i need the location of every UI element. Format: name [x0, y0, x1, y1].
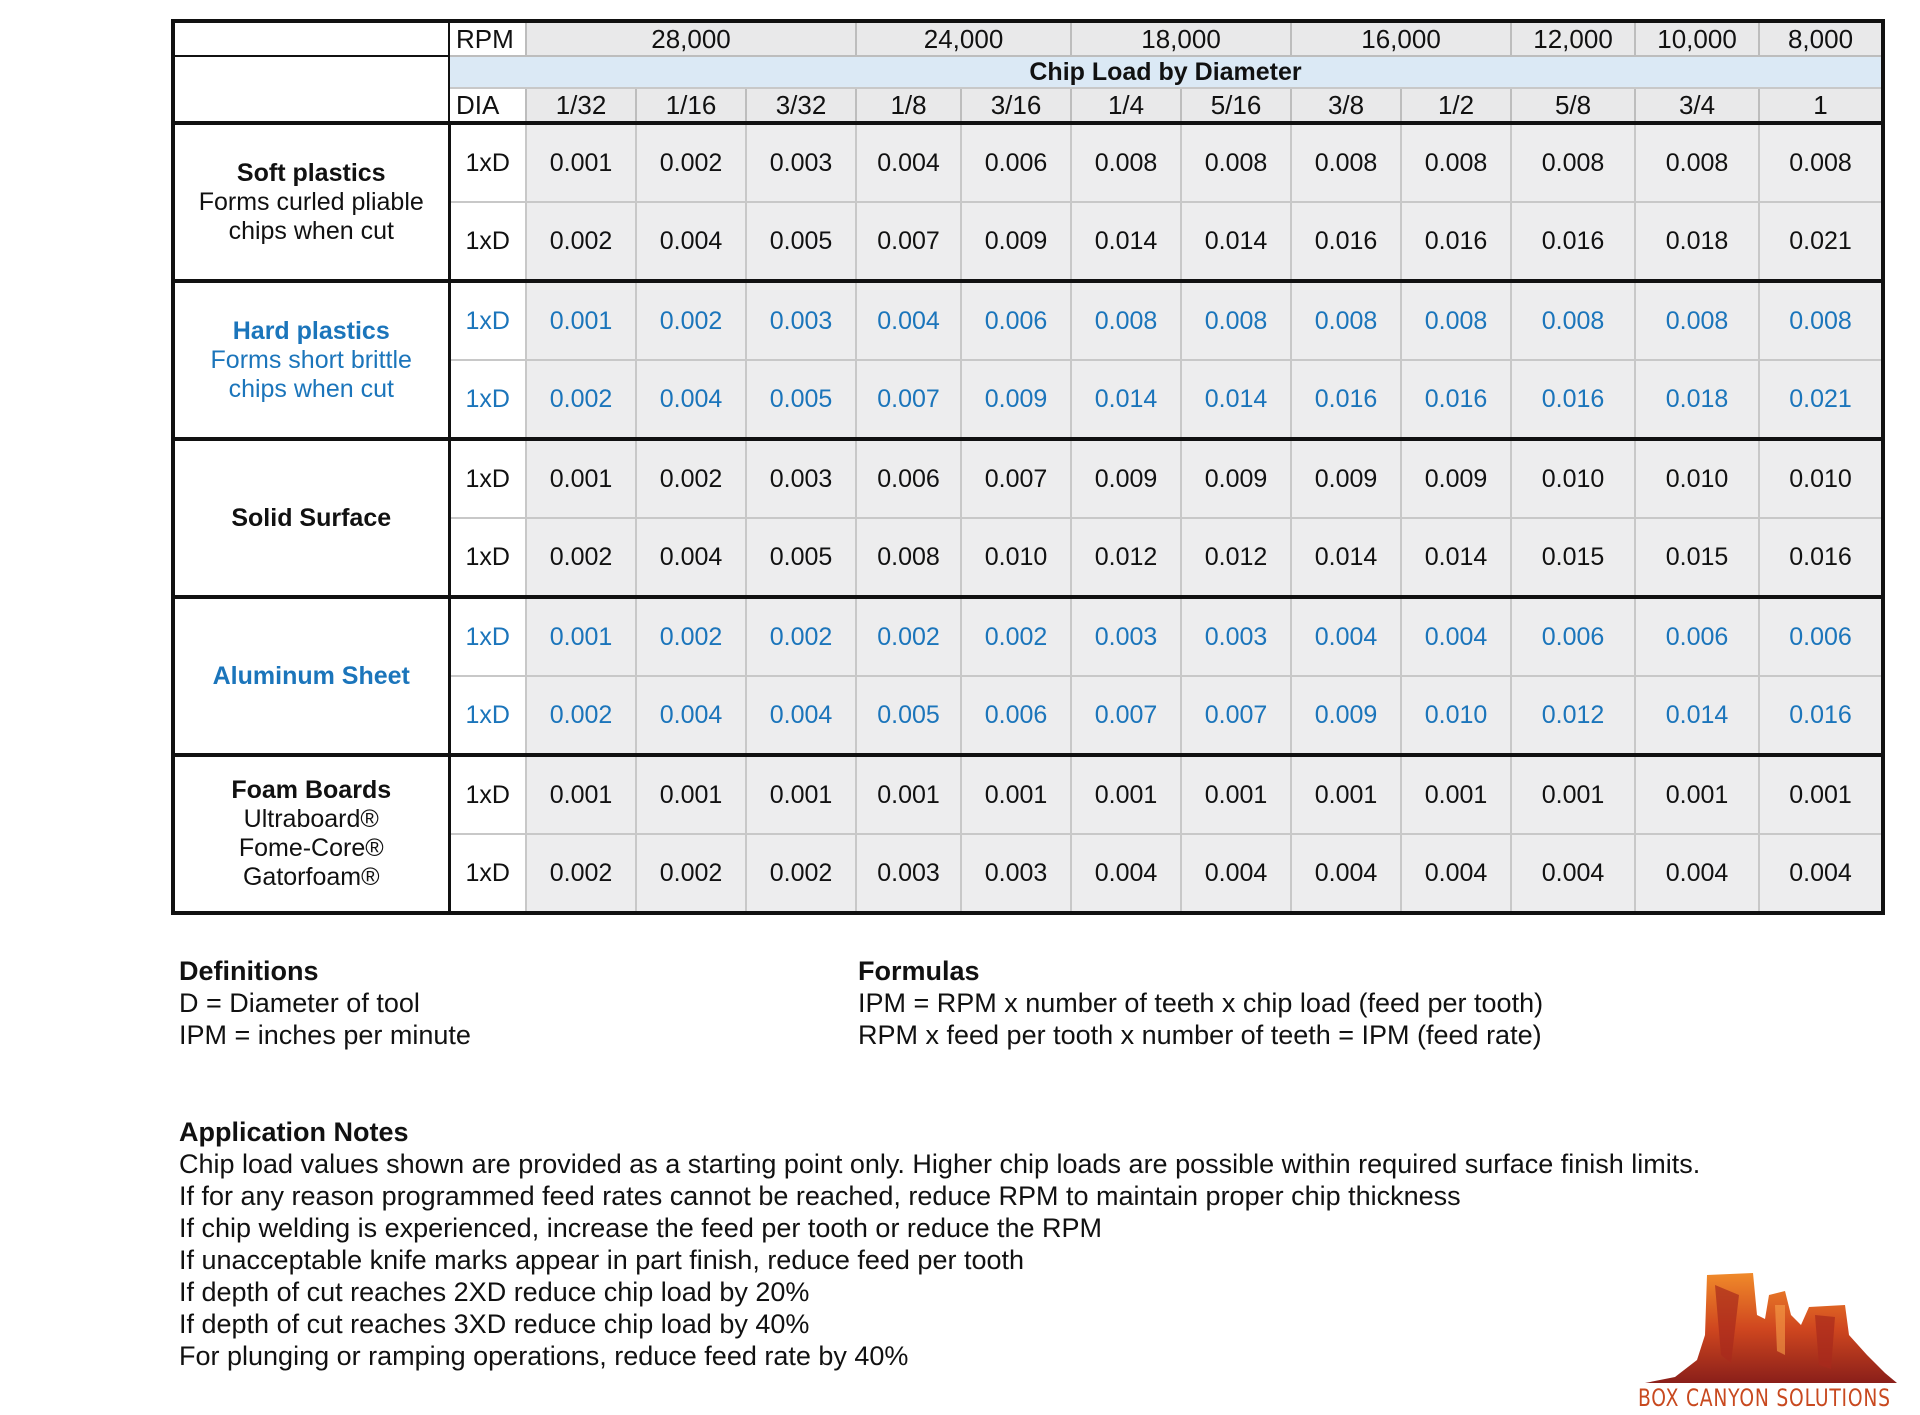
rpm-value: 28,000 — [526, 21, 856, 56]
chip-load-value: 0.004 — [1291, 597, 1401, 676]
chip-load-value: 0.002 — [526, 202, 636, 281]
chip-load-value: 0.008 — [1291, 123, 1401, 202]
chip-load-value: 0.008 — [1071, 123, 1181, 202]
chip-load-value: 0.003 — [746, 281, 856, 360]
note-line: For plunging or ramping operations, reduce feed rate by 40% — [179, 1341, 909, 1371]
rpm-row — [173, 21, 1883, 56]
chip-load-value: 0.004 — [856, 123, 961, 202]
chip-load-value: 0.016 — [1401, 202, 1511, 281]
depth-cell: 1xD — [449, 123, 526, 202]
chip-load-value: 0.009 — [1071, 439, 1181, 518]
chip-load-value: 0.009 — [961, 360, 1071, 439]
material-label — [173, 439, 449, 597]
chip-load-value: 0.008 — [1071, 281, 1181, 360]
chip-load-value: 0.006 — [856, 439, 961, 518]
diameter-header: 1/32 — [526, 88, 636, 123]
material-name: Soft plastics — [236, 158, 386, 187]
diameter-header: 1/16 — [636, 88, 746, 123]
chip-load-value: 0.001 — [526, 439, 636, 518]
chip-load-value: 0.009 — [961, 202, 1071, 281]
chip-load-value: 0.001 — [526, 755, 636, 834]
rpm-value: 10,000 — [1635, 21, 1759, 56]
material-label — [173, 281, 449, 439]
chip-load-value: 0.005 — [856, 676, 961, 755]
chip-load-value: 0.007 — [1071, 676, 1181, 755]
material-name: Aluminum Sheet — [212, 661, 410, 690]
depth-cell: 1xD — [449, 676, 526, 755]
chip-load-value: 0.016 — [1291, 360, 1401, 439]
chip-load-value: 0.001 — [636, 755, 746, 834]
chip-load-value: 0.014 — [1401, 518, 1511, 597]
depth-cell: 1xD — [449, 834, 526, 913]
chip-load-value: 0.004 — [636, 518, 746, 597]
chip-load-table — [171, 19, 1885, 915]
chip-load-value: 0.006 — [961, 676, 1071, 755]
chip-load-value: 0.002 — [526, 834, 636, 913]
chip-load-value: 0.002 — [746, 597, 856, 676]
chip-load-value: 0.004 — [1759, 834, 1883, 913]
chip-load-banner: Chip Load by Diameter — [449, 56, 1883, 88]
chip-load-value: 0.012 — [1511, 676, 1635, 755]
material-row — [173, 439, 1883, 518]
chip-load-value: 0.008 — [856, 518, 961, 597]
chip-load-value: 0.002 — [526, 360, 636, 439]
chip-load-value: 0.002 — [636, 281, 746, 360]
material-description: Gatorfoam® — [242, 863, 380, 891]
chip-load-value: 0.007 — [961, 439, 1071, 518]
chip-load-value: 0.001 — [1181, 755, 1291, 834]
chip-load-value: 0.001 — [526, 597, 636, 676]
material-label — [173, 123, 449, 281]
material-description: Forms curled pliable — [198, 187, 424, 216]
chip-load-value: 0.008 — [1635, 281, 1759, 360]
chip-load-value: 0.002 — [526, 518, 636, 597]
note-line: If depth of cut reaches 3XD reduce chip load by 40% — [179, 1309, 810, 1339]
chip-load-value: 0.014 — [1291, 518, 1401, 597]
chip-load-value: 0.014 — [1181, 360, 1291, 439]
depth-cell: 1xD — [449, 597, 526, 676]
chip-load-value: 0.003 — [1181, 597, 1291, 676]
material-description: chips when cut — [228, 374, 394, 403]
chip-load-value: 0.018 — [1635, 202, 1759, 281]
material-description: chips when cut — [228, 216, 394, 245]
note-line: If for any reason programmed feed rates cannot be reached, reduce RPM to maintain proper chip thickness — [179, 1181, 1461, 1211]
chip-load-value: 0.003 — [746, 123, 856, 202]
chip-load-value: 0.001 — [1759, 755, 1883, 834]
chip-load-value: 0.004 — [1401, 834, 1511, 913]
chip-load-value: 0.014 — [1635, 676, 1759, 755]
chip-load-value: 0.009 — [1181, 439, 1291, 518]
note-line: If chip welding is experienced, increase the feed per tooth or reduce the RPM — [179, 1213, 1103, 1243]
rpm-value: 8,000 — [1759, 21, 1883, 56]
chip-load-value: 0.014 — [1181, 202, 1291, 281]
chip-load-value: 0.010 — [1759, 439, 1883, 518]
chip-load-chart — [171, 19, 1871, 915]
chip-load-value: 0.002 — [636, 123, 746, 202]
depth-cell: 1xD — [449, 439, 526, 518]
chip-load-value: 0.008 — [1635, 123, 1759, 202]
depth-cell: 1xD — [449, 755, 526, 834]
material-label — [173, 597, 449, 755]
chip-load-value: 0.006 — [1759, 597, 1883, 676]
chip-load-value: 0.001 — [526, 281, 636, 360]
chip-load-value: 0.006 — [961, 123, 1071, 202]
chip-load-value: 0.015 — [1635, 518, 1759, 597]
depth-cell: 1xD — [449, 281, 526, 360]
chip-load-value: 0.001 — [1291, 755, 1401, 834]
depth-cell: 1xD — [449, 360, 526, 439]
chip-load-value: 0.003 — [856, 834, 961, 913]
chip-load-value: 0.004 — [1181, 834, 1291, 913]
corner-blank — [173, 56, 449, 123]
diameter-header: 1 — [1759, 88, 1883, 123]
chip-load-value: 0.009 — [1401, 439, 1511, 518]
chip-load-value: 0.010 — [961, 518, 1071, 597]
chip-load-value: 0.006 — [961, 281, 1071, 360]
chip-load-value: 0.014 — [1071, 360, 1181, 439]
material-row — [173, 755, 1883, 834]
chip-load-value: 0.001 — [1635, 755, 1759, 834]
chip-load-value: 0.005 — [746, 202, 856, 281]
banner-row — [173, 56, 1883, 88]
chip-load-value: 0.004 — [636, 676, 746, 755]
rpm-value: 12,000 — [1511, 21, 1635, 56]
corner-blank — [173, 21, 449, 56]
chip-load-value: 0.008 — [1401, 123, 1511, 202]
material-row — [173, 281, 1883, 360]
chip-load-value: 0.016 — [1511, 202, 1635, 281]
material-description: Fome-Core® — [238, 834, 384, 862]
note-line: Chip load values shown are provided as a starting point only. Higher chip loads are possible within required surface finish limits. — [179, 1149, 1701, 1179]
chip-load-value: 0.002 — [856, 597, 961, 676]
diameter-header: 3/32 — [746, 88, 856, 123]
chip-load-value: 0.007 — [856, 360, 961, 439]
rpm-value: 16,000 — [1291, 21, 1511, 56]
chip-load-value: 0.008 — [1291, 281, 1401, 360]
dia-label: DIA — [449, 88, 526, 123]
material-label — [173, 755, 449, 913]
formulas-section — [858, 955, 1543, 1051]
chip-load-value: 0.001 — [856, 755, 961, 834]
definition-line: IPM = inches per minute — [179, 1020, 471, 1050]
application-notes-section — [179, 1116, 1700, 1372]
chip-load-value: 0.015 — [1511, 518, 1635, 597]
chip-load-value: 0.007 — [856, 202, 961, 281]
logo-wordmark: BOX CANYON SOLUTIONS — [1638, 1384, 1891, 1412]
chip-load-value: 0.008 — [1181, 123, 1291, 202]
chip-load-value: 0.018 — [1635, 360, 1759, 439]
chip-load-value: 0.004 — [1511, 834, 1635, 913]
chip-load-value: 0.002 — [746, 834, 856, 913]
chip-load-value: 0.016 — [1511, 360, 1635, 439]
formulas-heading: Formulas — [858, 956, 980, 986]
chip-load-value: 0.016 — [1759, 676, 1883, 755]
note-line: If depth of cut reaches 2XD reduce chip load by 20% — [179, 1277, 810, 1307]
chip-load-value: 0.004 — [1401, 597, 1511, 676]
diameter-header: 1/8 — [856, 88, 961, 123]
chip-load-value: 0.012 — [1181, 518, 1291, 597]
depth-cell: 1xD — [449, 518, 526, 597]
material-name: Hard plastics — [232, 316, 390, 345]
chip-load-value: 0.008 — [1511, 281, 1635, 360]
chip-load-value: 0.004 — [636, 202, 746, 281]
chip-load-value: 0.001 — [1071, 755, 1181, 834]
chip-load-value: 0.004 — [1635, 834, 1759, 913]
chip-load-value: 0.014 — [1071, 202, 1181, 281]
note-line: If unacceptable knife marks appear in part finish, reduce feed per tooth — [179, 1245, 1025, 1275]
chip-load-value: 0.010 — [1511, 439, 1635, 518]
chip-load-value: 0.004 — [636, 360, 746, 439]
diameter-header: 3/16 — [961, 88, 1071, 123]
material-row — [173, 597, 1883, 676]
diameter-header: 1/4 — [1071, 88, 1181, 123]
chip-load-value: 0.006 — [1511, 597, 1635, 676]
chip-load-value: 0.002 — [636, 597, 746, 676]
chip-load-value: 0.016 — [1401, 360, 1511, 439]
chip-load-value: 0.006 — [1635, 597, 1759, 676]
diameter-header: 5/16 — [1181, 88, 1291, 123]
definition-line: D = Diameter of tool — [179, 988, 420, 1018]
chip-load-value: 0.004 — [1291, 834, 1401, 913]
rpm-value: 18,000 — [1071, 21, 1291, 56]
chip-load-value: 0.012 — [1071, 518, 1181, 597]
material-description: Forms short brittle — [210, 345, 412, 374]
application-notes-heading: Application Notes — [179, 1117, 409, 1147]
chip-load-value: 0.003 — [746, 439, 856, 518]
chip-load-value: 0.001 — [961, 755, 1071, 834]
diameter-header: 3/8 — [1291, 88, 1401, 123]
chip-load-value: 0.004 — [746, 676, 856, 755]
chip-load-value: 0.002 — [526, 676, 636, 755]
chip-load-value: 0.003 — [961, 834, 1071, 913]
definitions-section — [179, 955, 471, 1051]
chip-load-value: 0.021 — [1759, 202, 1883, 281]
chip-load-value: 0.009 — [1291, 676, 1401, 755]
chip-load-value: 0.008 — [1759, 281, 1883, 360]
chip-load-value: 0.001 — [526, 123, 636, 202]
material-description: Ultraboard® — [243, 805, 379, 833]
chip-load-value: 0.010 — [1635, 439, 1759, 518]
material-name: Foam Boards — [231, 776, 392, 804]
diameter-header: 3/4 — [1635, 88, 1759, 123]
rpm-value: 24,000 — [856, 21, 1071, 56]
chip-load-value: 0.003 — [1071, 597, 1181, 676]
depth-cell: 1xD — [449, 202, 526, 281]
chip-load-value: 0.008 — [1181, 281, 1291, 360]
chip-load-value: 0.016 — [1759, 518, 1883, 597]
diameter-header: 1/2 — [1401, 88, 1511, 123]
rpm-label: RPM — [449, 21, 526, 56]
chip-load-value: 0.001 — [746, 755, 856, 834]
chip-load-value: 0.004 — [1071, 834, 1181, 913]
chip-load-value: 0.016 — [1291, 202, 1401, 281]
chip-load-value: 0.002 — [636, 834, 746, 913]
diameter-header: 5/8 — [1511, 88, 1635, 123]
formula-line: RPM x feed per tooth x number of teeth = IPM (feed rate) — [858, 1020, 1542, 1050]
chip-load-value: 0.002 — [636, 439, 746, 518]
chip-load-value: 0.009 — [1291, 439, 1401, 518]
formula-line: IPM = RPM x number of teeth x chip load (feed per tooth) — [858, 988, 1544, 1018]
chip-load-value: 0.005 — [746, 360, 856, 439]
chip-load-value: 0.004 — [856, 281, 961, 360]
chip-load-value: 0.001 — [1511, 755, 1635, 834]
chip-load-value: 0.008 — [1401, 281, 1511, 360]
chip-load-value: 0.010 — [1401, 676, 1511, 755]
chip-load-value: 0.007 — [1181, 676, 1291, 755]
chip-load-value: 0.005 — [746, 518, 856, 597]
chip-load-value: 0.008 — [1759, 123, 1883, 202]
material-row — [173, 123, 1883, 202]
material-name: Solid Surface — [231, 503, 392, 532]
chip-load-value: 0.002 — [961, 597, 1071, 676]
chip-load-value: 0.008 — [1511, 123, 1635, 202]
chip-load-value: 0.021 — [1759, 360, 1883, 439]
chip-load-value: 0.001 — [1401, 755, 1511, 834]
definitions-heading: Definitions — [179, 956, 319, 986]
